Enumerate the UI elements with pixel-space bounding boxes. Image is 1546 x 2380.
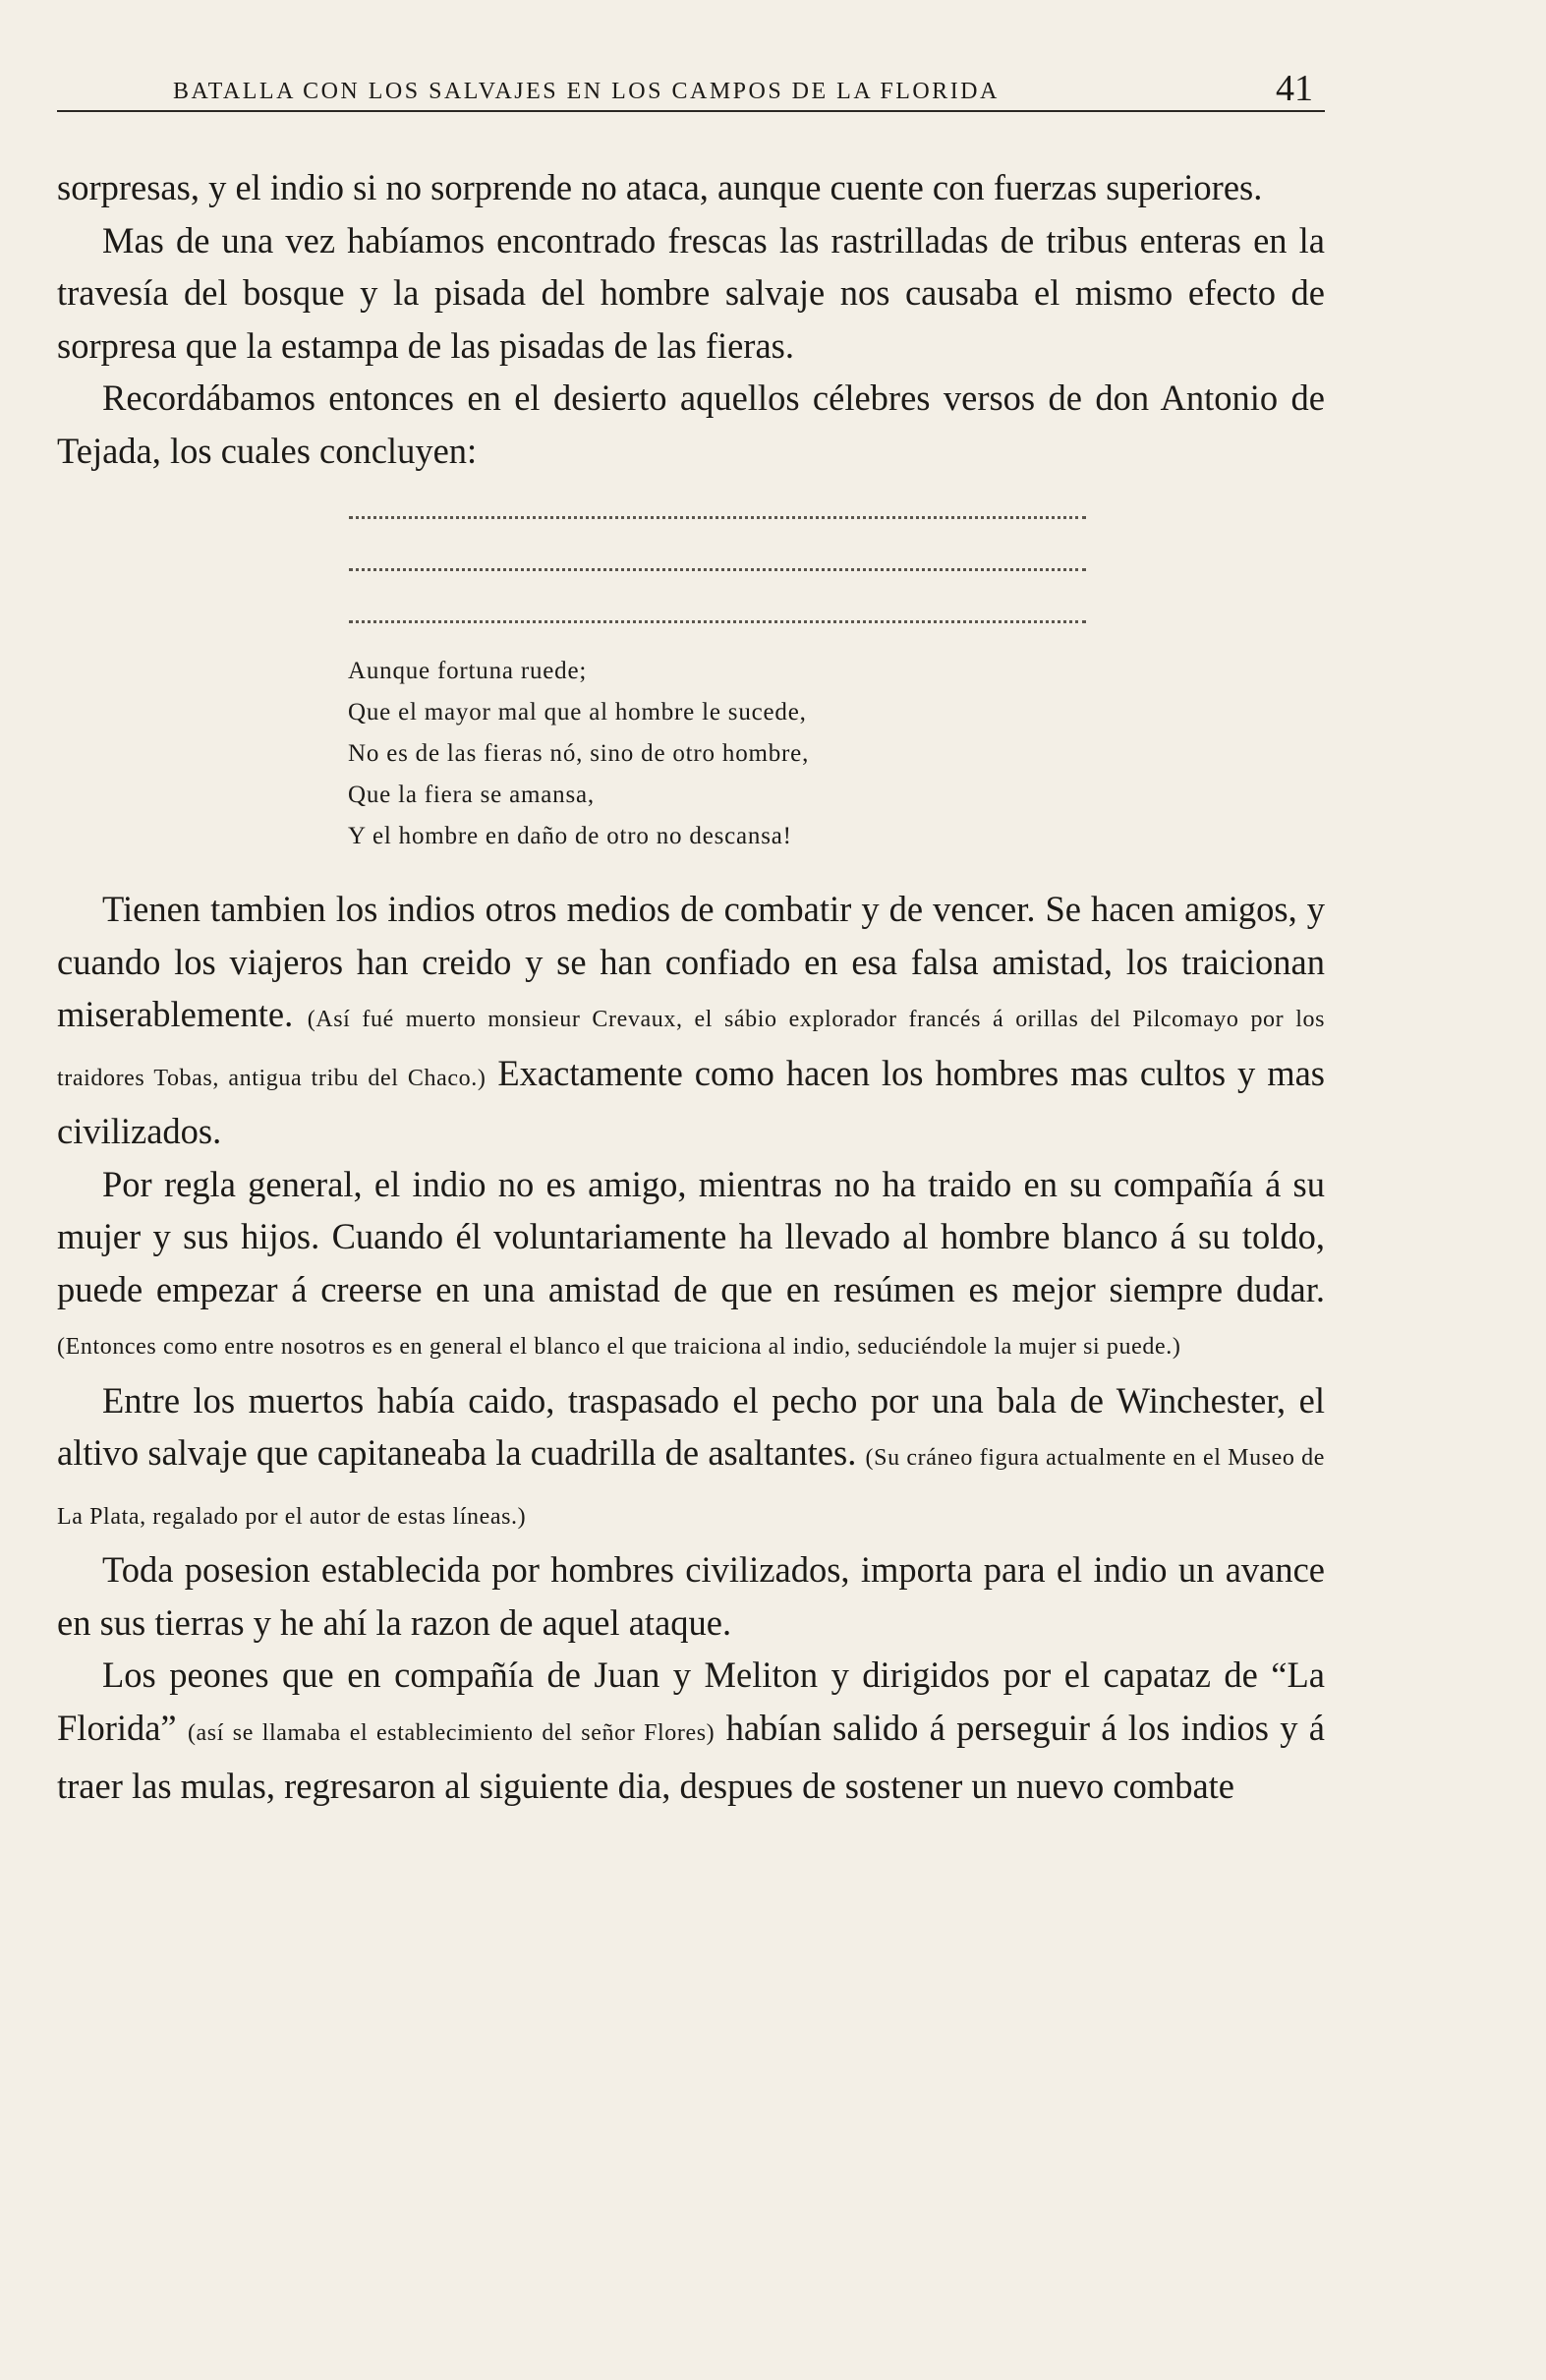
running-title: BATALLA CON LOS SALVAJES EN LOS CAMPOS DE LA FLORIDA [173,79,1000,104]
paragraph-text: Los peones que en compañía de Juan y Meliton y dirigidos por el capataz de “La Florida” [57,1654,1325,1748]
paragraph-text: Exactamente como hacen los hombres mas cultos y mas civilizados. [57,1052,1325,1151]
annotation-note: (Entonces como entre nosotros es en general el blanco el que traiciona al indio, seduciéndole la mujer si puede.) [57,1334,1181,1360]
verse-line: Que el mayor mal que al hombre le sucede, [348,699,807,726]
paragraph [57,883,1325,1158]
paragraph [57,1158,1325,1374]
annotation-note: (Su cráneo figura actualmente en el Museo de La Plata, regalado por el autor de estas líneas.) [57,1445,1326,1530]
annotation-note: (Así fué muerto monsieur Crevaux, el sábio explorador francés á orillas del Pilcomayo por los traidores Tobas, antigua tribu del Chaco.) [57,1007,1326,1091]
page-number: 41 [1276,68,1313,109]
paragraph [57,1543,1325,1649]
verse-line: Que la fiera se amansa, [348,782,595,808]
paragraph: sorpresas, y el indio si no sorprende no ataca, aunque cuente con fuerzas superiores. [57,167,1263,207]
ellipsis-line [349,581,1086,623]
ellipsis-line [349,477,1086,519]
paragraph [57,1374,1325,1544]
annotation-note: (así se llamaba el establecimiento del señor Flores) [187,1719,716,1746]
paragraph-text: Por regla general, el indio no es amigo, mientras no ha traido en su compañía á su mujer y sus hijos. Cuando él voluntariamente ha llevado al hombre blanco á su toldo, puede empezar á creerse en una amistad de que en resúmen es mejor siempre dudar. [57,1163,1325,1309]
verse-line: No es de las fieras nó, sino de otro hombre, [348,740,810,767]
paragraph: Recordábamos entonces en el desierto aquellos célebres versos de don Antonio de Tejada, los cuales concluyen: [57,377,1325,471]
paragraph-text: Toda posesion establecida por hombres civilizados, importa para el indio un avance en sus tierras y he ahí la razon de aquel ataque. [57,1549,1325,1643]
book-page [57,69,1325,1813]
paragraph-text: Tienen tambien los indios otros medios de combatir y de vencer. Se hacen amigos, y cuando los viajeros han creido y se han confiado en esa falsa amistad, los traicionan miserablemente. [57,889,1325,1034]
verse-quote [348,651,1325,857]
page-body [57,161,1325,1813]
verse-line: Y el hombre en daño de otro no descansa! [348,823,792,849]
paragraph-text: habían salido á perseguir á los indios y á traer las mulas, regresaron al siguiente dia, despues de sostener un nuevo combate [57,1707,1326,1806]
verse-line: Aunque fortuna ruede; [348,658,588,684]
paragraph [57,1649,1325,1813]
running-header [57,69,1325,112]
ellipsis-line [349,529,1086,571]
paragraph: Mas de una vez habíamos encontrado frescas las rastrilladas de tribus enteras en la travesía del bosque y la pisada del hombre salvaje nos causaba el mismo efecto de sorpresa que la estampa de las pisadas de las fieras. [57,219,1325,366]
paragraph-text: Entre los muertos había caido, traspasado el pecho por una bala de Winchester, el altivo salvaje que capitaneaba la cuadrilla de asaltantes. [57,1379,1325,1473]
